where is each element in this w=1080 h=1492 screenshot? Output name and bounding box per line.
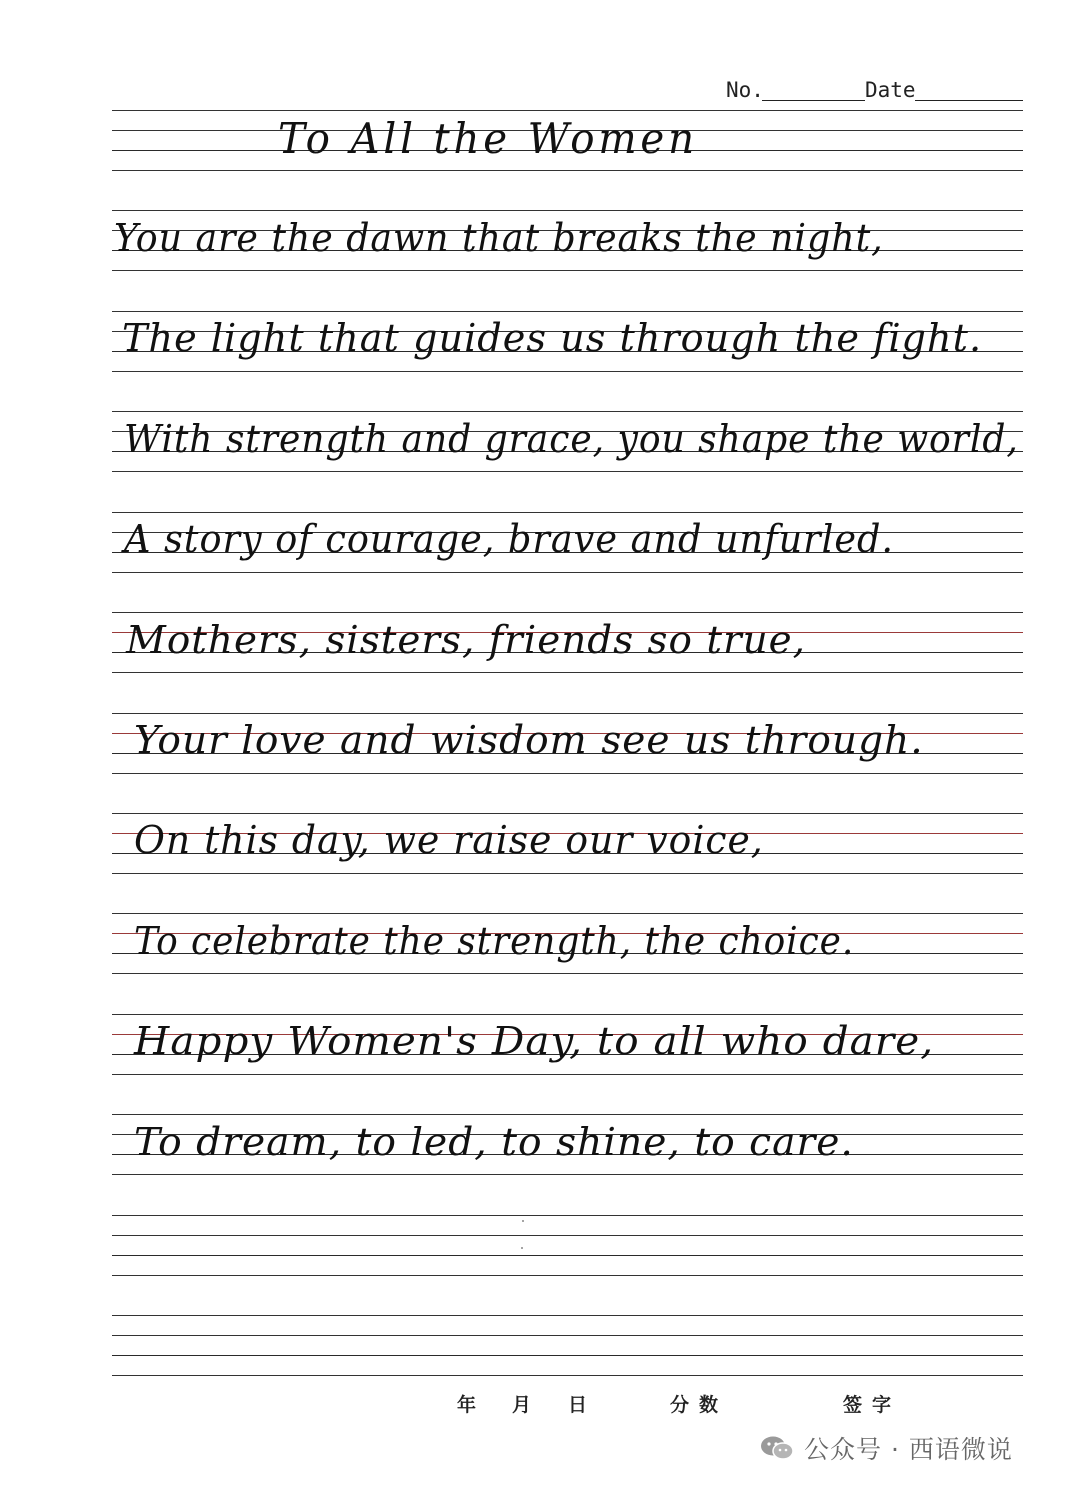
date-blank-line (915, 100, 1023, 101)
footer-score: 分数 (670, 1394, 729, 1416)
line-group (112, 1315, 1023, 1369)
poem-line: To celebrate the strength, the choice. (134, 919, 855, 963)
no-blank-line (762, 100, 865, 101)
ruled-line (112, 672, 1023, 673)
ruled-line (112, 813, 1023, 814)
ruled-line (112, 210, 1023, 211)
ruled-line (112, 1375, 1023, 1376)
ruled-line (112, 1114, 1023, 1115)
ruled-line (112, 572, 1023, 573)
poem-line: Mothers, sisters, friends so true, (126, 618, 807, 662)
footer-month: 月 (512, 1394, 542, 1416)
ruled-line (112, 1235, 1023, 1236)
poem-line: The light that guides us through the fight. (122, 316, 983, 360)
ruled-line (112, 1255, 1023, 1256)
ruled-line (112, 973, 1023, 974)
ruled-line (112, 1074, 1023, 1075)
ruled-line (112, 612, 1023, 613)
poem-line: Happy Women's Day, to all who dare, (134, 1019, 935, 1063)
ruled-line (112, 512, 1023, 513)
ruled-line (112, 1335, 1023, 1336)
poem-line: To dream, to led, to shine, to care. (134, 1120, 854, 1164)
ruled-line (112, 913, 1023, 914)
ruled-line (112, 371, 1023, 372)
wechat-icon (760, 1435, 794, 1461)
poem-line: A story of courage, brave and unfurled. (124, 517, 894, 561)
ruled-line (112, 411, 1023, 412)
poem-line: On this day, we raise our voice, (134, 818, 764, 862)
footer-year: 年 (457, 1394, 487, 1416)
ruled-line (112, 1315, 1023, 1316)
poem-line: You are the dawn that breaks the night, (114, 216, 884, 260)
paper-speck (522, 1220, 524, 1222)
paper-speck (521, 1247, 523, 1249)
ruled-line (112, 713, 1023, 714)
poem-line: Your love and wisdom see us through. (134, 718, 924, 762)
ruled-line (112, 170, 1023, 171)
ruled-line (112, 311, 1023, 312)
ruled-line (112, 1215, 1023, 1216)
watermark (760, 1428, 1013, 1468)
date-label: Date (865, 78, 916, 102)
ruled-line (112, 1174, 1023, 1175)
line-group (112, 1215, 1023, 1269)
ruled-line (112, 270, 1023, 271)
poem-line: With strength and grace, you shape the world, (124, 417, 1019, 461)
poem-title: To All the Women (278, 114, 698, 163)
footer-day: 日 (568, 1394, 598, 1416)
ruled-line (112, 873, 1023, 874)
ruled-line (112, 1014, 1023, 1015)
ruled-line (112, 773, 1023, 774)
footer-signature: 签字 (843, 1394, 902, 1416)
ruled-line (112, 110, 1023, 111)
ruled-line (112, 1355, 1023, 1356)
ruled-line (112, 471, 1023, 472)
no-label: No. (726, 78, 764, 102)
ruled-line (112, 1275, 1023, 1276)
watermark-text: 公众号 · 西语微说 (804, 1435, 1013, 1464)
